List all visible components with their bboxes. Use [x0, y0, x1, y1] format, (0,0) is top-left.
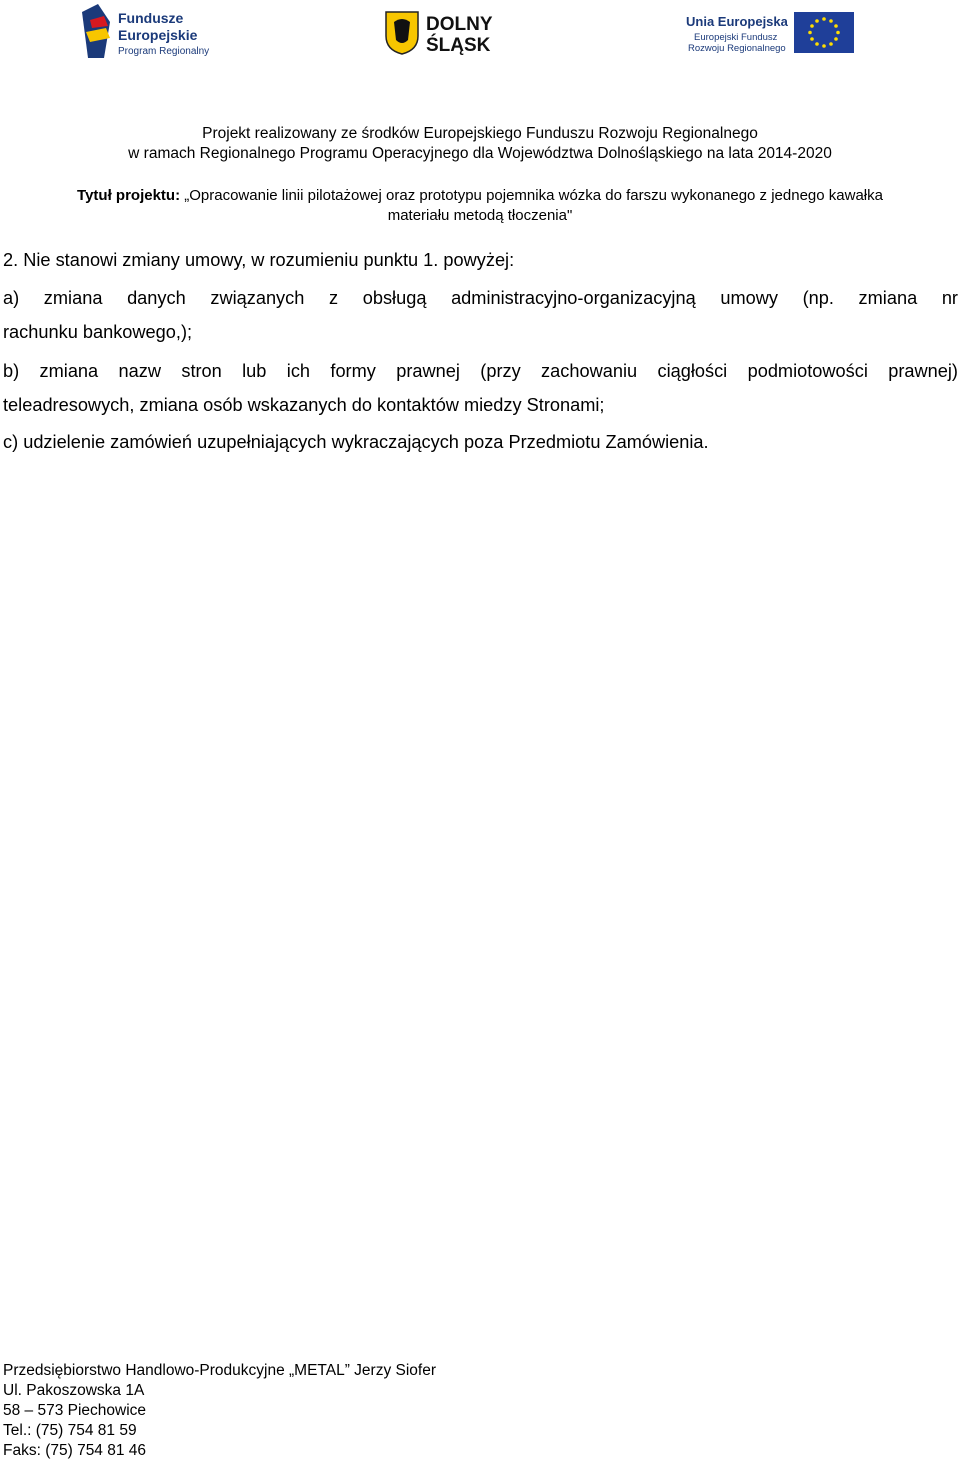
- project-title-label: Tytuł projektu:: [77, 187, 181, 204]
- footer-fax: Faks: (75) 754 81 46: [3, 1442, 147, 1459]
- unia-europejska-logo: [684, 10, 856, 55]
- svg-text:Rozwoju Regionalnego: Rozwoju Regionalnego: [688, 43, 786, 54]
- header-line-1: Projekt realizowany ze środków Europejskiego Funduszu Rozwoju Regionalnego: [202, 125, 758, 142]
- svg-text:DOLNY: DOLNY: [426, 14, 493, 35]
- footer-street: Ul. Pakoszowska 1A: [3, 1382, 145, 1399]
- footer-company: Przedsiębiorstwo Handlowo-Produkcyjne „METAL” Jerzy Siofer: [3, 1362, 437, 1379]
- item-b-line-2: teleadresowych, zmiana osób wskazanych do kontaktów miedzy Stronami;: [3, 395, 605, 415]
- point-2: 2. Nie stanowi zmiany umowy, w rozumieniu punktu 1. powyżej:: [3, 250, 515, 270]
- svg-text:Unia Europejska: Unia Europejska: [686, 14, 788, 29]
- footer-tel: Tel.: (75) 754 81 59: [3, 1422, 137, 1439]
- footer-city: 58 – 573 Piechowice: [3, 1402, 147, 1419]
- svg-text:Program Regionalny: Program Regionalny: [118, 46, 210, 57]
- project-title-line-2: materiału metodą tłoczenia": [387, 207, 573, 224]
- project-title-text: „Opracowanie linii pilotażowej oraz prototypu pojemnika wózka do farszu wykonanego z jednego kawałka: [184, 187, 883, 204]
- header-line-2: w ramach Regionalnego Programu Operacyjnego dla Województwa Dolnośląskiego na lata 2014-2020: [128, 145, 832, 162]
- project-title-line-1: [0, 186, 960, 206]
- svg-text:Europejskie: Europejskie: [118, 27, 198, 43]
- svg-text:ŚLĄSK: ŚLĄSK: [426, 35, 491, 55]
- svg-text:Europejski Fundusz: Europejski Fundusz: [694, 32, 778, 43]
- item-c: c) udzielenie zamówień uzupełniających wykraczających poza Przedmiotu Zamówienia.: [3, 432, 709, 452]
- fundusze-europejskie-logo: [80, 2, 220, 60]
- dolny-slask-logo: [384, 10, 509, 55]
- item-a-line-2: rachunku bankowego,);: [3, 322, 193, 342]
- svg-text:Fundusze: Fundusze: [118, 10, 184, 26]
- item-b-line-1: b) zmiana nazw stron lub ich formy prawnej (przy zachowaniu ciągłości podmiotowości prawnej): [3, 361, 958, 381]
- item-a-line-1: a) zmiana danych związanych z obsługą administracyjno-organizacyjną umowy (np. zmiana nr: [3, 288, 958, 308]
